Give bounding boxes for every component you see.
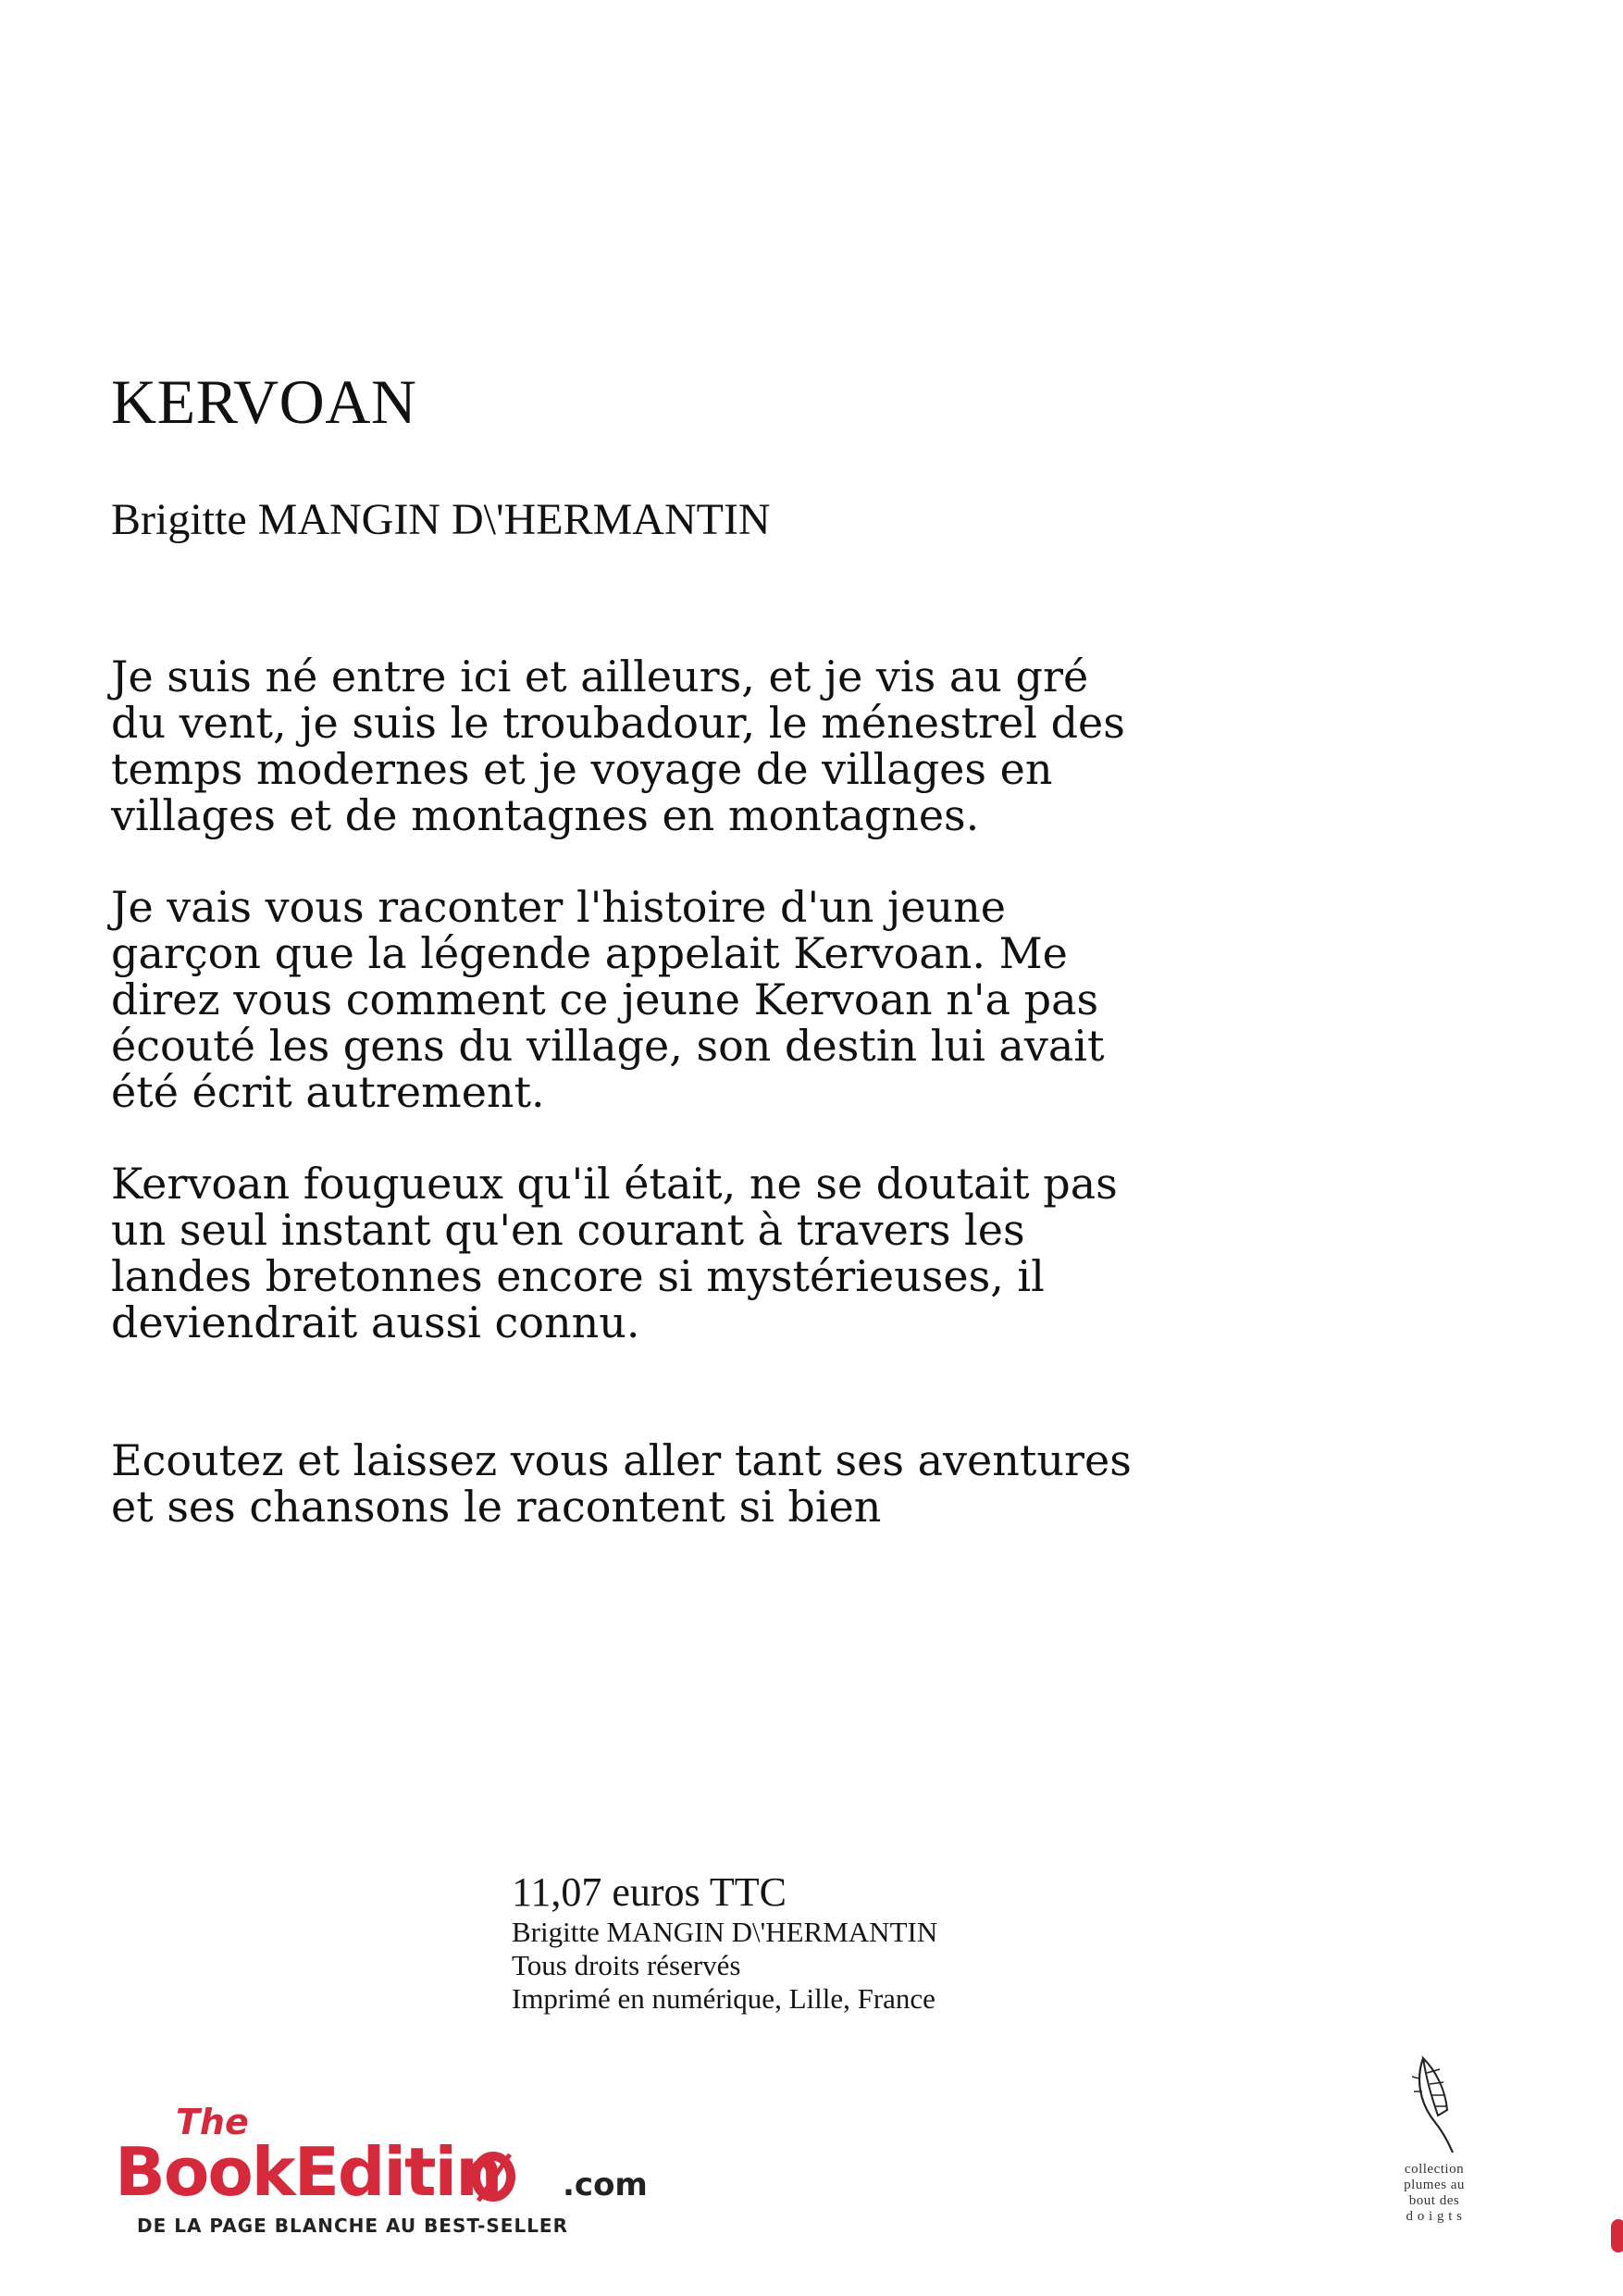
collection-line-2: plumes au [1404, 2178, 1465, 2192]
collection-line-1: collection [1404, 2162, 1465, 2177]
book-title: KERVOAN [111, 366, 417, 437]
paragraph-3: Kervoan fougueux qu'il était, ne se doutait pas un seul instant qu'en courant à travers les landes bretonnes encore si mystérieuses, il deviendrait aussi connu. [111, 1159, 1118, 1347]
collection-line-4: d o i g t s [1406, 2209, 1463, 2224]
paragraph-2: Je vais vous raconter l'histoire d'un jeune garçon que la légende appelait Kervoan. Me direz vous comment ce jeune Kervoan n'a pas écouté les gens du village, son destin lui avait été écrit autrement. [111, 882, 1105, 1117]
logo-wordmark [115, 2133, 501, 2211]
logo-n: n [455, 2133, 502, 2211]
logo-book: BookEditi [115, 2133, 456, 2211]
print-location: Imprimé en numérique, Lille, France [512, 1982, 935, 2015]
feather-icon [1379, 2051, 1490, 2160]
imprint-block [512, 1869, 937, 2016]
collection-line-3: bout des [1408, 2193, 1460, 2208]
back-cover-text [111, 653, 1221, 1575]
thebookedition-logo [115, 2097, 651, 2236]
paragraph-1: Je suis né entre ici et ailleurs, et je vis au gré du vent, je suis le troubadour, le ménestrel des temps modernes et je voyage de villages en villages et de montagnes en montagnes. [111, 652, 1125, 840]
author-name: Brigitte MANGIN D\'HERMANTIN [111, 495, 771, 544]
paragraph-4: Ecoutez et laissez vous aller tant ses aventures et ses chansons le racontent si bien [111, 1435, 1132, 1532]
rights-notice: Tous droits réservés [512, 1949, 741, 1981]
collection-mark [1379, 2051, 1490, 2236]
logo-com: .com [563, 2166, 648, 2203]
collection-label [1379, 2162, 1490, 2225]
imprint-author: Brigitte MANGIN D\'HERMANTIN [512, 1916, 938, 1948]
corner-mark [1611, 2219, 1623, 2253]
price: 11,07 euros TTC [512, 1869, 787, 1915]
logo-tagline: DE LA PAGE BLANCHE AU BEST-SELLER [137, 2215, 568, 2236]
logo-the: The [176, 2102, 249, 2142]
